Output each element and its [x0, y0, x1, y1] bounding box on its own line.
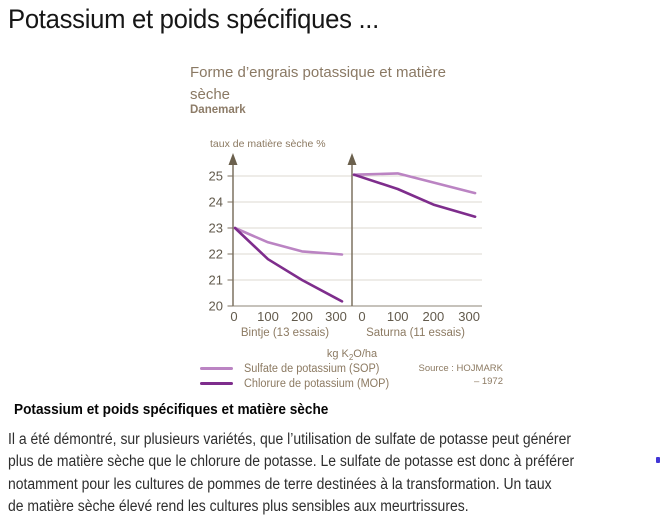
- y-axis-label: taux de matière sèche %: [210, 138, 326, 150]
- y-tick-label: 24: [208, 194, 223, 210]
- panel-label: Bintje (13 essais): [240, 327, 330, 339]
- panel-label: Saturna (11 essais): [366, 327, 465, 339]
- y-axis-arrow: [229, 153, 238, 165]
- x-tick-label: 0: [230, 309, 238, 324]
- x-axis-title: kg $K_2O/ha$: [326, 348, 378, 362]
- y-tick-label: 23: [208, 220, 223, 236]
- x-tick-label: 200: [422, 309, 445, 324]
- y-tick-label: 25: [208, 168, 223, 184]
- legend-item-mop: [200, 376, 397, 391]
- x-tick-label: 100: [386, 309, 409, 324]
- line-chart: [185, 150, 515, 365]
- section-heading: Potassium et poids spécifiques et matière sèche: [14, 402, 329, 418]
- chart-subtitle: Danemark: [190, 104, 246, 116]
- x-tick-label: 300: [458, 309, 480, 324]
- chart-title: Forme d’engrais potassique et matière sèche: [190, 64, 446, 103]
- source-note: [400, 362, 503, 388]
- body-paragraph-line: notamment pour les cultures de pommes de terre destinées à la transformation. Un taux: [8, 475, 552, 493]
- body-paragraph-line: Il a été démontré, sur plusieurs variétés, que l’utilisation de sulfate de potasse peut générer: [8, 431, 571, 448]
- x-tick-label: 200: [291, 309, 313, 324]
- x-tick-label: 0: [358, 309, 366, 324]
- mop-line: [235, 228, 342, 301]
- sop-line: [235, 228, 342, 255]
- y-tick-label: 21: [208, 272, 223, 288]
- body-paragraph: [8, 429, 637, 519]
- y-tick-label: 20: [208, 298, 223, 314]
- legend-label-sop: Sulfate de potassium (SOP): [244, 362, 380, 375]
- chart-legend: [200, 361, 397, 391]
- mop-line: [354, 175, 475, 217]
- x-tick-label: 100: [257, 309, 279, 324]
- legend-label-mop: Chlorure de potassium (MOP): [244, 377, 390, 390]
- page-title: Potassium et poids spécifiques ...: [8, 4, 379, 34]
- y-axis-arrow: [348, 153, 357, 165]
- mop-line-swatch: [200, 382, 233, 385]
- sop-line-swatch: [200, 367, 233, 370]
- source-line-1: Source : HOJMARK: [418, 363, 503, 374]
- x-tick-label: 300: [325, 309, 347, 324]
- y-tick-label: 22: [208, 246, 223, 262]
- text-cursor-artifact: [656, 457, 660, 463]
- body-paragraph-line: plus de matière sèche que le chlorure de potasse. Le sulfate de potasse est donc à préférer: [8, 453, 575, 471]
- body-paragraph-line: de matière sèche élevé rend les cultures plus sensibles aux meurtrissures.: [8, 498, 469, 516]
- source-line-2: – 1972: [473, 376, 503, 387]
- legend-item-sop: [200, 361, 397, 376]
